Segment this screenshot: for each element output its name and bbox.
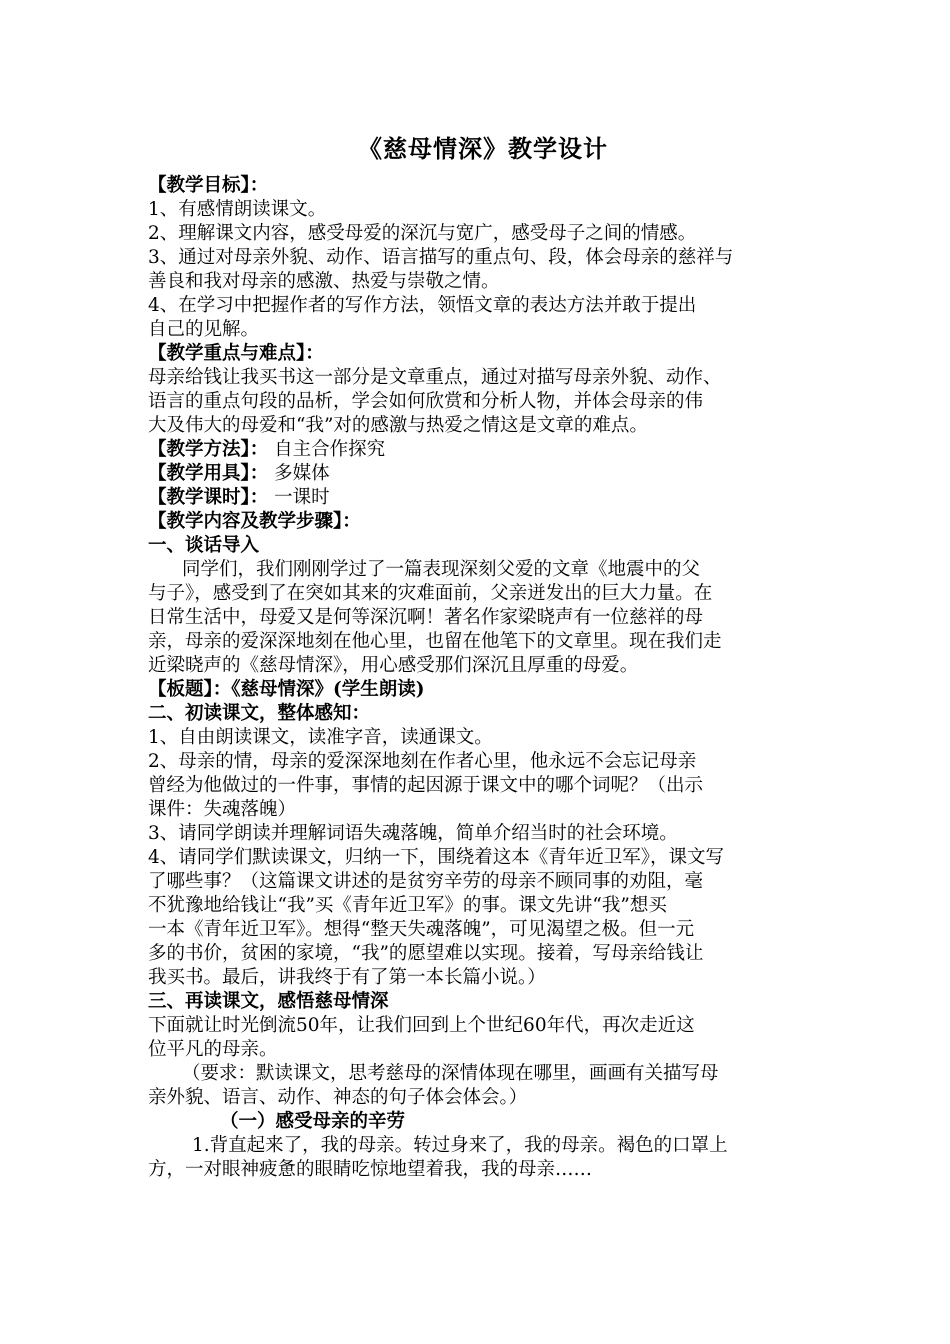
body-text-line (148, 1134, 818, 1158)
body-text-line (148, 606, 818, 630)
line-value: 自主合作探究 (268, 439, 386, 460)
line-text: 一本《青年近卫军》。想得“整天失魂落魄”，可见渴望之极。但一元 (148, 919, 695, 940)
line-text: 同学们，我们刚刚学过了一篇表现深刻父爱的文章《地震中的父 (182, 559, 701, 580)
section-heading (148, 678, 818, 702)
line-text: 日常生活中，母爱又是何等深沉啊！著名作家梁晓声有一位慈祥的母 (148, 607, 704, 628)
section-heading (148, 702, 818, 726)
line-text: 1、自由朗读课文，读准字音，读通课文。 (148, 727, 493, 748)
line-text: 方，一对眼神疲惫的眼睛吃惊地望着我，我的母亲…… (148, 1159, 593, 1180)
document-body (148, 174, 818, 1182)
body-text-line (148, 846, 818, 870)
line-text: 【板题】：《慈母情深》(学生朗读) (148, 679, 425, 700)
line-text: （要求：默读课文，思考慈母的深情体现在哪里，画画有关描写母 (182, 1063, 719, 1084)
line-text: 母亲给钱让我买书这一部分是文章重点，通过对描写母亲外貌、动作、 (148, 367, 722, 388)
body-text-line (148, 390, 818, 414)
section-heading (148, 510, 818, 534)
line-text: 多的书价，贫困的家境，“我”的愿望难以实现。接着，写母亲给钱让 (148, 943, 704, 964)
line-text: 善良和我对母亲的感激、热爱与崇敬之情。 (148, 271, 500, 292)
line-text: 三、再读课文，感悟慈母情深 (148, 991, 389, 1012)
line-text: （一）感受母亲的辛劳 (220, 1111, 406, 1132)
section-heading (148, 1110, 818, 1134)
line-text: 下面就让时光倒流50年，让我们回到上个世纪60年代，再次走近这 (148, 1015, 695, 1036)
line-text: 了哪些事？（这篇课文讲述的是贫穷辛劳的母亲不顾同事的劝阻，毫 (148, 871, 704, 892)
line-text: 3、请同学朗读并理解词语失魂落魄，简单介绍当时的社会环境。 (148, 823, 678, 844)
line-text: 【教学用具】： (148, 463, 269, 484)
body-text-line (148, 222, 818, 246)
line-text: 【教学内容及教学步骤】： (148, 511, 361, 532)
body-text-line (148, 318, 818, 342)
body-text-line (148, 654, 818, 678)
body-text-line (148, 1158, 818, 1182)
line-text: 3、通过对母亲外貌、动作、语言描写的重点句、段，体会母亲的慈祥与 (148, 247, 734, 268)
body-text-line (148, 246, 818, 270)
line-text: 语言的重点句段的品析，学会如何欣赏和分析人物，并体会母亲的伟 (148, 391, 704, 412)
line-text: 2、理解课文内容，感受母爱的深沉与宽广，感受母子之间的情感。 (148, 223, 697, 244)
line-text: 不犹豫地给钱让“我”买《青年近卫军》的事。课文先讲“我”想买 (148, 895, 667, 916)
line-text: 曾经为他做过的一件事，事情的起因源于课文中的哪个词呢？（出示 (148, 775, 704, 796)
body-text-line (148, 750, 818, 774)
body-text-line (148, 942, 818, 966)
body-text-line (148, 918, 818, 942)
body-text-line (148, 582, 818, 606)
body-text-line (148, 1062, 818, 1086)
line-text: 近梁晓声的《慈母情深》，用心感受那们深沉且厚重的母爱。 (148, 655, 639, 676)
body-text-line (148, 726, 818, 750)
body-text-line (148, 894, 818, 918)
line-text: 4、请同学们默读课文，归纳一下，围绕着这本《青年近卫军》，课文写 (148, 847, 725, 868)
line-text: 自己的见解。 (148, 319, 260, 340)
section-heading (148, 174, 818, 198)
line-text: 亲外貌、语言、动作、神态的句子体会体会。） (148, 1087, 528, 1108)
line-text: 课件：失魂落魄） (148, 799, 297, 820)
document-title: 《慈母情深》教学设计 (358, 134, 608, 163)
body-text-line (148, 198, 818, 222)
body-text-line (148, 870, 818, 894)
line-text: 与子》，感受到了在突如其来的灾难面前，父亲迸发出的巨大力量。在 (148, 583, 713, 604)
line-text: 一、谈话导入 (148, 535, 260, 556)
section-heading (148, 438, 818, 462)
section-heading (148, 990, 818, 1014)
line-value: 一课时 (268, 487, 330, 508)
section-heading (148, 342, 818, 366)
line-text: 2、母亲的情，母亲的爱深深地刻在作者心里，他永远不会忘记母亲 (148, 751, 697, 772)
line-text: 【教学课时】： (148, 487, 269, 508)
body-text-line (148, 966, 818, 990)
line-text: 位平凡的母亲。 (148, 1039, 278, 1060)
line-text: 二、初读课文，整体感知： (148, 703, 371, 724)
body-text-line (148, 270, 818, 294)
body-text-line (148, 366, 818, 390)
body-text-line (148, 774, 818, 798)
line-text: 亲，母亲的爱深深地刻在他心里，也留在他笔下的文章里。现在我们走 (148, 631, 722, 652)
line-text: 【教学重点与难点】： (148, 343, 324, 364)
section-heading (148, 486, 818, 510)
body-text-line (148, 1086, 818, 1110)
section-heading (148, 462, 818, 486)
body-text-line (148, 822, 818, 846)
body-text-line (148, 798, 818, 822)
line-text: 【教学方法】： (148, 439, 269, 460)
body-text-line (148, 294, 818, 318)
line-value: 多媒体 (268, 463, 330, 484)
line-text: 4、在学习中把握作者的写作方法，领悟文章的表达方法并敢于提出 (148, 295, 697, 316)
line-text: 大及伟大的母爱和“我”对的感激与热爱之情这是文章的难点。 (148, 415, 648, 436)
line-text: 【教学目标】： (148, 175, 269, 196)
line-text: 1、有感情朗读课文。 (148, 199, 327, 220)
body-text-line (148, 630, 818, 654)
body-text-line (148, 414, 818, 438)
body-text-line (148, 1014, 818, 1038)
line-text: 我买书。最后，讲我终于有了第一本长篇小说。） (148, 967, 546, 988)
body-text-line (148, 558, 818, 582)
section-heading (148, 534, 818, 558)
line-text: 1.背直起来了，我的母亲。转过身来了，我的母亲。褐色的口罩上 (192, 1135, 728, 1156)
document-page (148, 132, 818, 1182)
body-text-line (148, 1038, 818, 1062)
